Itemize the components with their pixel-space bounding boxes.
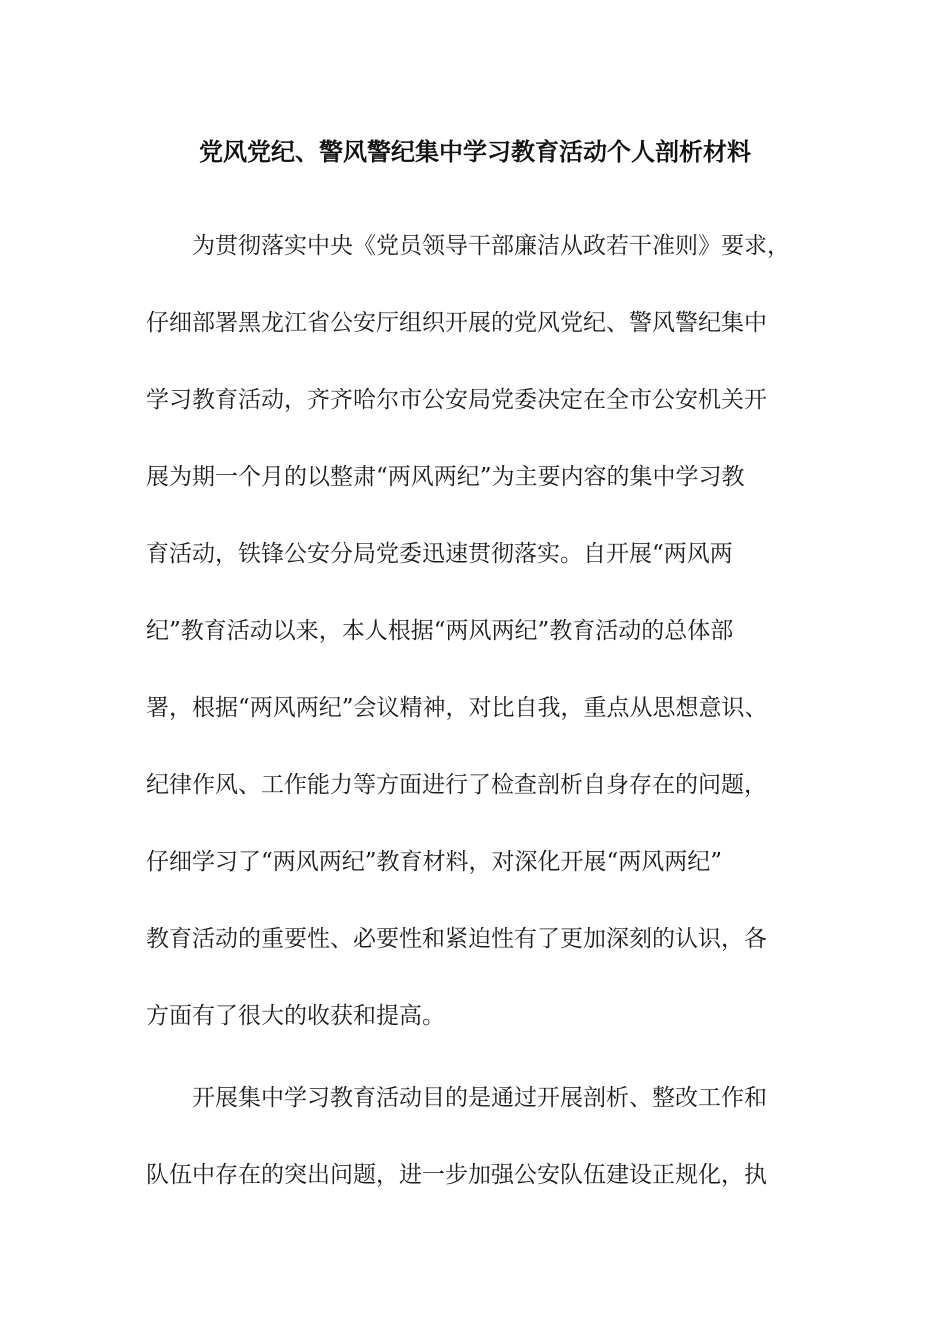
paragraph-line: 育活动，铁锋公安分局党委迅速贯彻落实。自开展“两风两 [146,541,733,567]
paragraph-line: 仔细部署黑龙江省公安厅组织开展的党风党纪、警风警纪集中 [146,310,767,336]
paragraph-line: 为贯彻落实中央《党员领导干部廉洁从政若干准则》要求， [192,233,790,259]
paragraph-line: 队伍中存在的突出问题，进一步加强公安队伍建设正规化，执 [146,1162,767,1188]
paragraph-line: 纪律作风、工作能力等方面进行了检查剖析自身存在的问题， [146,772,767,798]
paragraph-line: 开展集中学习教育活动目的是通过开展剖析、整改工作和 [192,1085,767,1111]
paragraph-line: 教育活动的重要性、必要性和紧迫性有了更加深刻的认识，各 [146,926,767,952]
paragraph-line: 方面有了很大的收获和提高。 [146,1003,445,1029]
paragraph-line: 学习教育活动，齐齐哈尔市公安局党委决定在全市公安机关开 [146,387,767,413]
paragraph-line: 纪”教育活动以来，本人根据“两风两纪”教育活动的总体部 [146,618,734,644]
paragraph-line: 署，根据“两风两纪”会议精神，对比自我，重点从思想意识、 [146,695,768,721]
document-title: 党风党纪、警风警纪集中学习教育活动个人剖析材料 [199,137,751,166]
paragraph-line: 仔细学习了“两风两纪”教育材料，对深化开展“两风两纪” [146,849,723,875]
paragraph-line: 展为期一个月的以整肃“两风两纪”为主要内容的集中学习教 [146,464,745,490]
